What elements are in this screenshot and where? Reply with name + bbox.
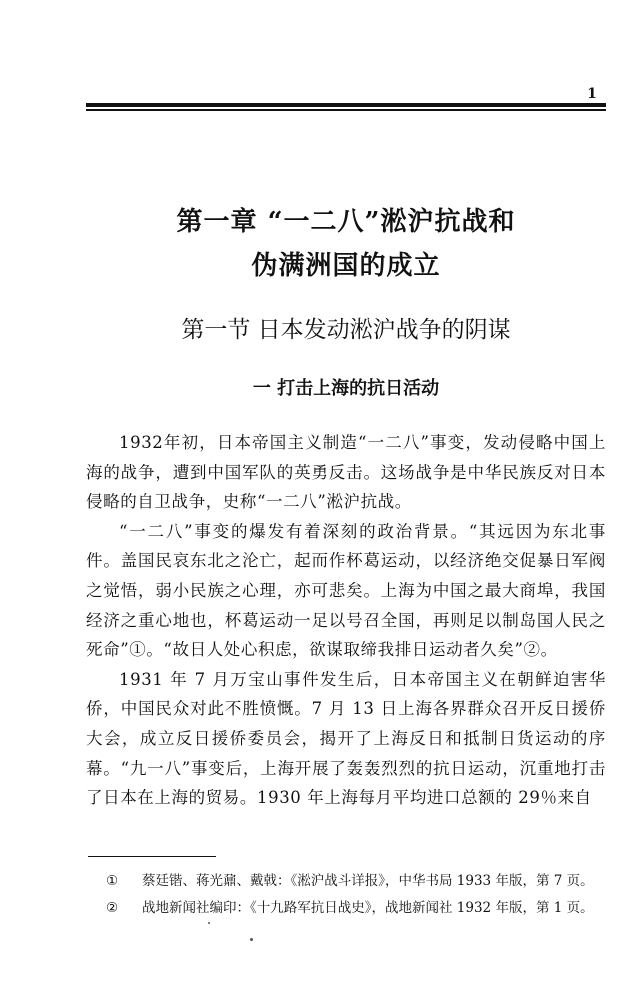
footnote-2-mark: ② (106, 900, 119, 916)
body-paragraph-2: “一二八”事变的爆发有着深刻的政治背景。“其远因为东北事件。盖国民哀东北之沦亡，起而作杯葛运动，以经济绝交促暴日军阀之觉悟，弱小民族之心理，亦可悲矣。上海为中国之最大商埠，我国经济之重心地也，杯葛运动一足以号召全国，再则足以制岛国人民之死命”①。“故日人处心积虑，欲谋取缔我排日运动者久矣”②。 (86, 521, 606, 660)
footnote-1-mark: ① (106, 873, 119, 889)
header-rule-thick (86, 103, 606, 107)
footnotes (106, 868, 606, 922)
body-paragraph-3: 1931 年 7 月万宝山事件发生后，日本帝国主义在朝鲜迫害华侨，中国民众对此不胜愤慨。7 月 13 日上海各界群众召开反日援侨大会，成立反日援侨委员会，揭开了上海反日和抵制日货运动的序幕。“九一八”事变后，上海开展了轰轰烈烈的抗日运动，沉重地打击了日本在上海的贸易。1930 年上海每月平均进口总额的 29％来自 (86, 669, 606, 808)
subsection-title: 一 打击上海的抗日活动 (252, 378, 440, 399)
scan-speck (208, 922, 210, 924)
footnote-2 (106, 895, 606, 922)
chapter-title-line-1: 第一章 “一二八”淞沪抗战和 (176, 207, 516, 237)
section-title: 第一节 日本发动淞沪战争的阴谋 (181, 317, 511, 343)
footnote-1-text: 蔡廷锴、蒋光鼐、戴戟：《淞沪战斗详报》，中华书局 1933 年版，第 7 页。 (142, 873, 594, 889)
body-text (86, 428, 606, 813)
body-paragraph-1: 1932年初，日本帝国主义制造“一二八”事变，发动侵略中国上海的战争，遭到中国军队的英勇反击。这场战争是中华民族反对日本侵略的自卫战争，史称“一二八”淞沪抗战。 (86, 433, 606, 512)
footnote-2-text: 战地新闻社编印：《十九路军抗日战史》，战地新闻社 1932 年版，第 1 页。 (142, 900, 594, 916)
footnote-1 (106, 868, 606, 895)
scan-speck (250, 938, 253, 941)
page-number: 1 (587, 86, 597, 102)
chapter-title (86, 200, 606, 288)
chapter-title-line-2: 伪满洲国的成立 (251, 251, 441, 281)
footnote-rule (88, 856, 216, 857)
header-rule-thin (86, 109, 606, 111)
